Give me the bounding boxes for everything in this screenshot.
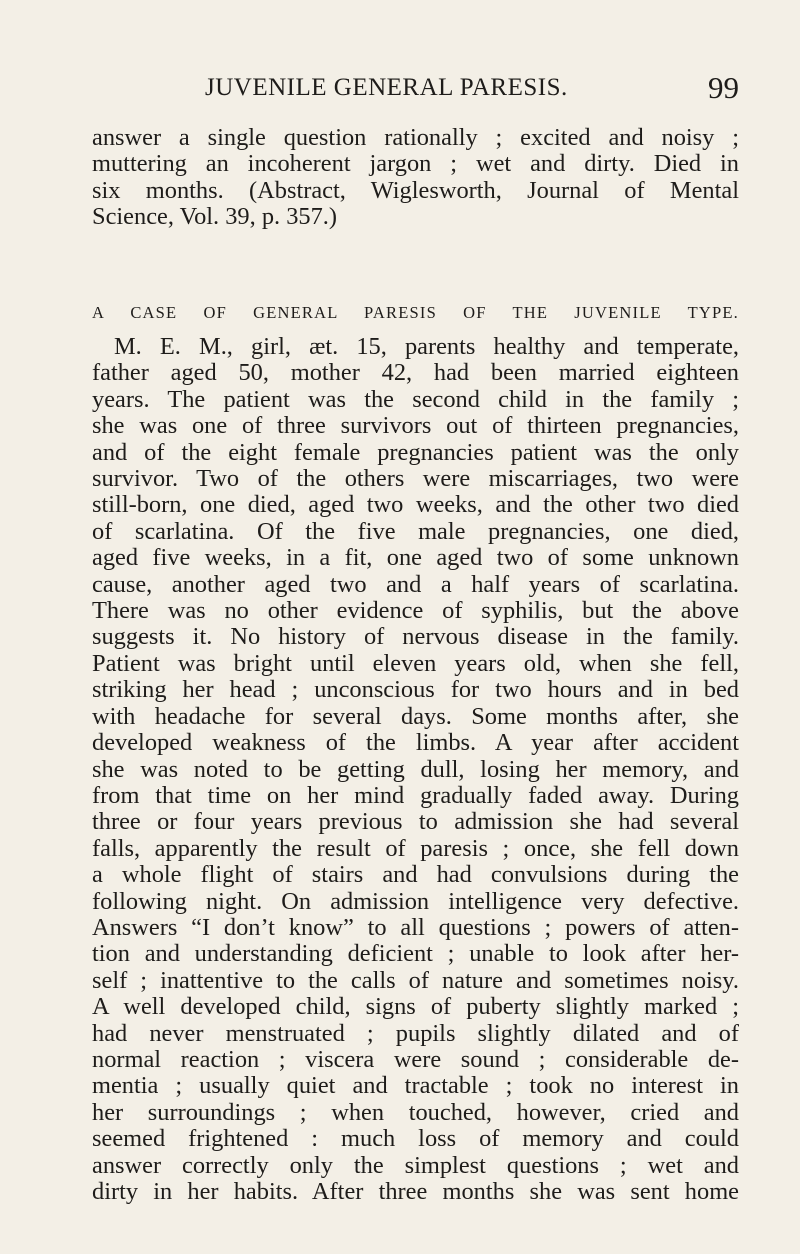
- text-line: six months. (Abstract, Wiglesworth, Journal of Mental: [92, 176, 739, 204]
- text-line: dirty in her habits. After three months she was sent home: [92, 1178, 739, 1205]
- text-line: of scarlatina. Of the five male pregnancies, one died,: [92, 517, 739, 545]
- text-line: Science, Vol. 39, p. 357.): [92, 203, 338, 231]
- text-line: falls, apparently the result of paresis ; once, she fell down: [92, 834, 739, 862]
- text-line: survivor. Two of the others were miscarriages, two were: [92, 465, 739, 493]
- text-line: she was one of three survivors out of thirteen pregnancies,: [92, 412, 739, 440]
- text-line: and of the eight female pregnancies patient was the only: [92, 438, 739, 466]
- text-line: her surroundings ; when touched, however, cried and: [92, 1098, 739, 1126]
- text-line: There was no other evidence of syphilis, but the above: [92, 597, 739, 625]
- text-line: from that time on her mind gradually faded away. During: [92, 781, 739, 809]
- text-line: had never menstruated ; pupils slightly dilated and of: [92, 1019, 739, 1047]
- text-line: still-born, one died, aged two weeks, and the other two died: [92, 491, 739, 519]
- text-line: years. The patient was the second child in the family ;: [92, 385, 739, 413]
- text-line: mentia ; usually quiet and tractable ; took no interest in: [92, 1072, 739, 1100]
- case-report: [92, 300, 739, 1205]
- text-line: Answers “I don’t know” to all questions ; powers of atten-: [92, 913, 739, 941]
- text-line: muttering an incoherent jargon ; wet and dirty. Died in: [92, 150, 739, 178]
- continuation-paragraph: [92, 125, 739, 231]
- text-line: with headache for several days. Some months after, she: [92, 702, 739, 730]
- text-line: Patient was bright until eleven years old, when she fell,: [92, 649, 739, 677]
- text-line: suggests it. No history of nervous disease in the family.: [92, 623, 739, 651]
- text-line: A well developed child, signs of puberty slightly marked ;: [92, 993, 739, 1021]
- text-line: aged five weeks, in a fit, one aged two of some unknown: [92, 544, 739, 572]
- text-line: cause, another aged two and a half years of scarlatina.: [92, 570, 739, 598]
- text-line: striking her head ; unconscious for two hours and in bed: [92, 676, 739, 704]
- page-number: 99: [708, 70, 739, 105]
- case-heading: A CASE OF GENERAL PARESIS OF THE JUVENILE TYPE.: [92, 303, 739, 322]
- text-line: M. E. M., girl, æt. 15, parents healthy and temperate,: [114, 333, 739, 360]
- text-line: self ; inattentive to the calls of nature and sometimes noisy.: [92, 966, 739, 994]
- text-line: she was noted to be getting dull, losing her memory, and: [92, 755, 739, 783]
- text-line: a whole flight of stairs and had convulsions during the: [92, 861, 739, 889]
- text-line: seemed frightened : much loss of memory and could: [92, 1125, 739, 1153]
- text-line: father aged 50, mother 42, had been married eighteen: [92, 359, 739, 387]
- text-line: answer a single question rationally ; excited and noisy ;: [92, 124, 739, 151]
- text-line: following night. On admission intelligence very defective.: [92, 887, 739, 915]
- text-line: tion and understanding deficient ; unable to look after her-: [92, 940, 739, 968]
- text-line: normal reaction ; viscera were sound ; considerable de-: [92, 1045, 739, 1073]
- text-line: developed weakness of the limbs. A year after accident: [92, 729, 739, 757]
- running-title: JUVENILE GENERAL PARESIS.: [205, 74, 568, 101]
- text-line: answer correctly only the simplest questions ; wet and: [92, 1151, 739, 1179]
- text-line: three or four years previous to admission she had several: [92, 808, 739, 836]
